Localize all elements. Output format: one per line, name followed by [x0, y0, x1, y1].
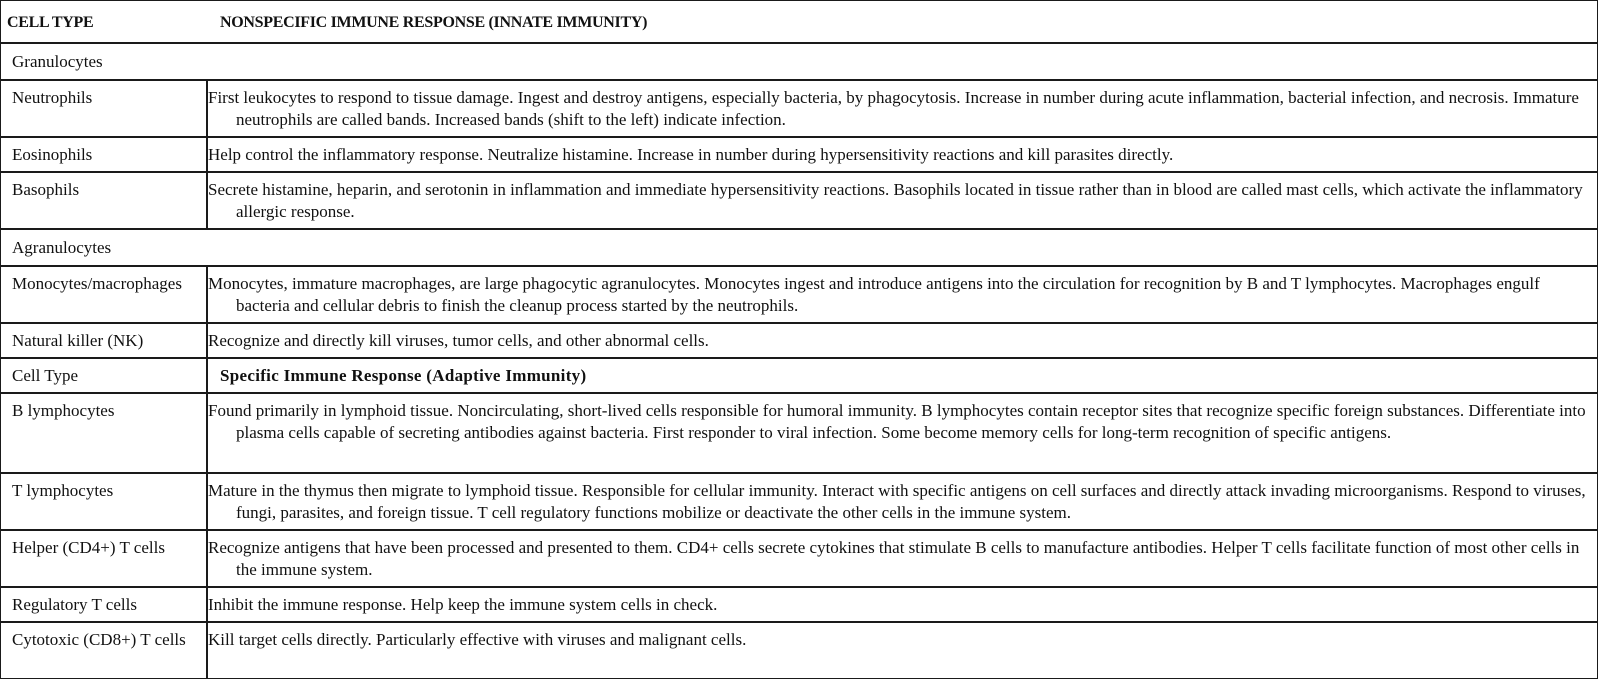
table-row [1, 136, 1597, 171]
cell-type-label: Eosinophils [1, 138, 208, 171]
column-header-innate-response: NONSPECIFIC IMMUNE RESPONSE (INNATE IMMUNITY) [220, 14, 648, 31]
column-header-cell-type: Cell Type [1, 359, 208, 392]
cell-type-label: Neutrophils [1, 81, 208, 136]
cell-description: Recognize antigens that have been processed and presented to them. CD4+ cells secrete cytokines that stimulate B cells to manufacture antibodies. Helper T cells facilitate function of most other cells in the immune system. [208, 538, 1580, 579]
table-row [1, 265, 1597, 322]
table-row [1, 79, 1597, 136]
cell-type-label: Monocytes/macrophages [1, 267, 208, 322]
table-row [1, 472, 1597, 529]
table-row [1, 392, 1597, 472]
cell-type-label: Natural killer (NK) [1, 324, 208, 357]
group-label: Agranulocytes [12, 238, 112, 257]
cell-description: Recognize and directly kill viruses, tumor cells, and other abnormal cells. [208, 331, 709, 350]
group-row-granulocytes [1, 42, 1597, 79]
cell-type-label: Helper (CD4+) T cells [1, 531, 208, 586]
cell-type-label: Regulatory T cells [1, 588, 208, 621]
cell-type-label: T lymphocytes [1, 474, 208, 529]
cell-description: Inhibit the immune response. Help keep the immune system cells in check. [208, 595, 718, 614]
table-header-row [1, 1, 1597, 42]
table-row [1, 621, 1597, 678]
adaptive-header-row [1, 357, 1597, 392]
cell-type-label: Basophils [1, 173, 208, 228]
column-header-cell-type: CELL TYPE [7, 14, 94, 31]
table-row [1, 586, 1597, 621]
cell-type-label: B lymphocytes [1, 394, 208, 472]
column-header-adaptive-response: Specific Immune Response (Adaptive Immunity) [220, 366, 587, 385]
cell-description: Found primarily in lymphoid tissue. Noncirculating, short-lived cells responsible for humoral immunity. B lymphocytes contain receptor sites that recognize specific foreign substances. Differentiate into plasma cells capable of secreting antibodies against bacteria. First responder to viral infection. Some become memory cells for long-term recognition of specific antigens. [208, 401, 1586, 442]
cell-type-label: Cytotoxic (CD8+) T cells [1, 623, 208, 678]
cell-description: Help control the inflammatory response. Neutralize histamine. Increase in number during hypersensitivity reactions and kill parasites directly. [208, 145, 1174, 164]
cell-description: Mature in the thymus then migrate to lymphoid tissue. Responsible for cellular immunity. Interact with specific antigens on cell surfaces and directly attack invading microorganisms. Respond to viruses, fungi, parasites, and foreign tissue. T cell regulatory functions mobilize or deactivate the other cells in the immune system. [208, 481, 1586, 522]
cell-description: Secrete histamine, heparin, and serotonin in inflammation and immediate hypersensitivity reactions. Basophils located in tissue rather than in blood are called mast cells, which activate the inflammatory allergic response. [208, 180, 1583, 221]
group-label: Granulocytes [12, 52, 103, 71]
table-row [1, 171, 1597, 228]
table-row [1, 322, 1597, 357]
cell-description: First leukocytes to respond to tissue damage. Ingest and destroy antigens, especially bacteria, by phagocytosis. Increase in number during acute inflammation, bacterial infection, and necrosis. Immature neutrophils are called bands. Increased bands (shift to the left) indicate infection. [208, 88, 1579, 129]
group-row-agranulocytes [1, 228, 1597, 265]
cell-description: Kill target cells directly. Particularly effective with viruses and malignant cells. [208, 630, 747, 649]
table-row [1, 529, 1597, 586]
cell-description: Monocytes, immature macrophages, are large phagocytic agranulocytes. Monocytes ingest and introduce antigens into the circulation for recognition by B and T lymphocytes. Macrophages engulf bacteria and cellular debris to finish the cleanup process started by the neutrophils. [208, 274, 1540, 315]
